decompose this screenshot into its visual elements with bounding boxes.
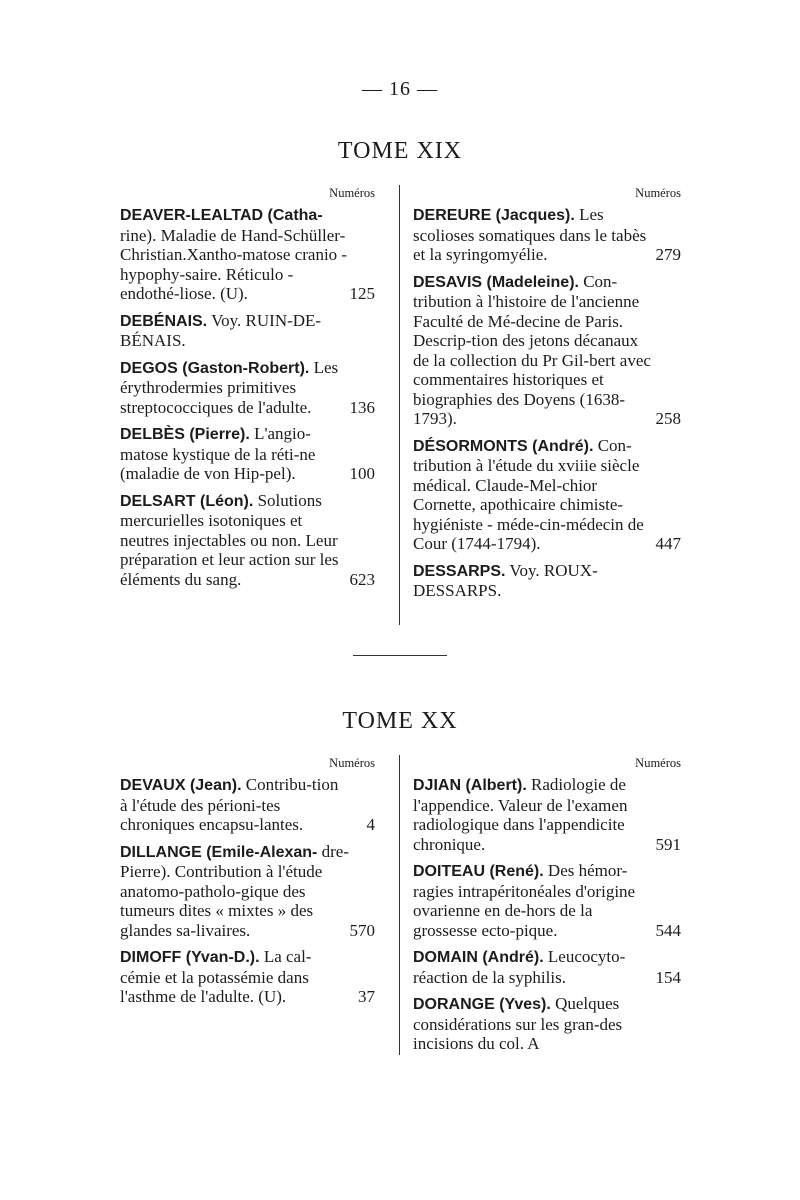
entry-number: 100 xyxy=(346,464,376,484)
index-entry xyxy=(120,947,375,1007)
entry-text: Les érythrodermies primitives streptococciques de l'adulte. xyxy=(120,357,339,417)
entry-number: 154 xyxy=(652,968,682,988)
index-entry xyxy=(120,205,375,304)
entry-number: 37 xyxy=(354,987,375,1007)
entry-text: L'angio-matose kystique de la réti-ne (maladie de von Hip-pel). xyxy=(120,424,316,483)
entry-number: 4 xyxy=(363,815,376,835)
index-entry xyxy=(413,775,681,854)
entry-number: 591 xyxy=(652,835,682,855)
index-entry xyxy=(120,491,375,590)
entry-number: 125 xyxy=(346,284,376,304)
entry-name: DESSARPS. xyxy=(413,562,506,580)
entry-number: 570 xyxy=(346,921,376,941)
column-divider xyxy=(399,185,400,625)
column-header: Numéros xyxy=(329,756,375,770)
index-entry xyxy=(413,272,681,429)
entry-number: 258 xyxy=(652,409,682,429)
entry-name: DIMOFF (Yvan-D.). xyxy=(120,949,260,966)
entry-text: dre-Pierre). Contribution à l'étude anatomo-patholo-gique des tumeurs dites « mixtes » des glandes sa-livaires. xyxy=(120,841,349,940)
section-divider xyxy=(353,655,447,656)
index-entry xyxy=(413,205,681,265)
page-number: — 16 — xyxy=(362,78,438,100)
entry-name: DEAVER-LEALTAD (Catha- xyxy=(120,207,323,224)
entry-name: DORANGE (Yves). xyxy=(413,996,551,1013)
entry-name: DEGOS (Gaston-Robert). xyxy=(120,359,310,377)
entry-text: rine). Maladie de Hand-Schüller-Christian.Xantho-matose cranio - hypophy-saire. Réticulo - endothé-liose. (U). xyxy=(120,225,348,303)
entry-text: Leucocyto-réaction de la syphilis. xyxy=(413,947,626,987)
index-entry xyxy=(120,358,375,418)
entry-number: 447 xyxy=(652,534,682,554)
index-entry xyxy=(413,947,681,987)
entry-text: Voy. RUIN-DE-BÉNAIS. xyxy=(120,310,322,350)
entry-text: Radiologie de l'appendice. Valeur de l'examen radiologique dans l'appendicite chronique. xyxy=(413,775,628,854)
entry-text: Solutions mercurielles isotoniques et neutres injectables ou non. Leur préparation et leur action sur les éléments du sang. xyxy=(120,490,339,589)
entry-text: Quelques considérations sur les gran-des incisions du col. A xyxy=(413,994,623,1053)
index-entry xyxy=(413,436,681,554)
entry-name: DILLANGE (Emile-Alexan- xyxy=(120,843,318,861)
right-column xyxy=(413,755,681,1061)
entry-name: DEVAUX (Jean). xyxy=(120,777,242,794)
left-column xyxy=(120,755,375,1014)
entry-name: DELSART (Léon). xyxy=(120,492,254,510)
entry-name: DÉSORMONTS (André). xyxy=(413,437,594,455)
index-entry xyxy=(413,861,681,940)
entry-text: Con-tribution à l'histoire de l'ancienne Faculté de Mé-decine de Paris. Descrip-tion des jetons décanaux de la collection du Pr Gil-bert avec commentaires historiques et biographies des Doyens (1638-1793). xyxy=(413,271,651,428)
entry-text: Des hémor-ragies intrapéritonéales d'origine ovarienne en de-hors de la grossesse ecto-pique. xyxy=(413,861,636,940)
entry-name: DEBÉNAIS. xyxy=(120,312,208,330)
column-divider xyxy=(399,755,400,1055)
entry-text: Con-tribution à l'étude du xviiie siècle médical. Claude-Mel-chior Cornette, apothicaire chimiste-hygiéniste - méde-cin-médecin de Cour (1744-1794). xyxy=(413,435,644,553)
left-column xyxy=(120,185,375,596)
entry-number: 279 xyxy=(652,245,682,265)
column-header: Numéros xyxy=(635,756,681,770)
entry-name: DOMAIN (André). xyxy=(413,949,544,966)
entry-name: DOITEAU (René). xyxy=(413,863,544,880)
entry-number: 623 xyxy=(346,570,376,590)
entry-name: DEREURE (Jacques). xyxy=(413,207,575,224)
entry-number: 136 xyxy=(346,398,376,418)
tome-heading: TOME XIX xyxy=(337,138,463,164)
index-entry xyxy=(120,424,375,484)
entry-number: 544 xyxy=(652,921,682,941)
entry-text: Contribu-tion à l'étude des périoni-tes chroniques encapsu-lantes. xyxy=(120,775,339,834)
entry-text: Les scolioses somatiques dans le tabès et la syringomyélie. xyxy=(413,205,647,264)
index-entry xyxy=(413,994,681,1054)
column-header: Numéros xyxy=(329,186,375,200)
entry-name: DESAVIS (Madeleine). xyxy=(413,273,579,291)
entry-text: Voy. ROUX-DESSARPS. xyxy=(413,560,598,600)
entry-name: DELBÈS (Pierre). xyxy=(120,426,250,443)
index-entry xyxy=(413,561,681,601)
entry-text: La cal-cémie et la potassémie dans l'asthme de l'adulte. (U). xyxy=(120,947,312,1006)
index-entry xyxy=(120,775,375,835)
entry-name: DJIAN (Albert). xyxy=(413,777,527,794)
tome-heading: TOME XX xyxy=(342,708,458,734)
column-header: Numéros xyxy=(635,186,681,200)
index-entry xyxy=(120,311,375,351)
right-column xyxy=(413,185,681,608)
index-entry xyxy=(120,842,375,941)
